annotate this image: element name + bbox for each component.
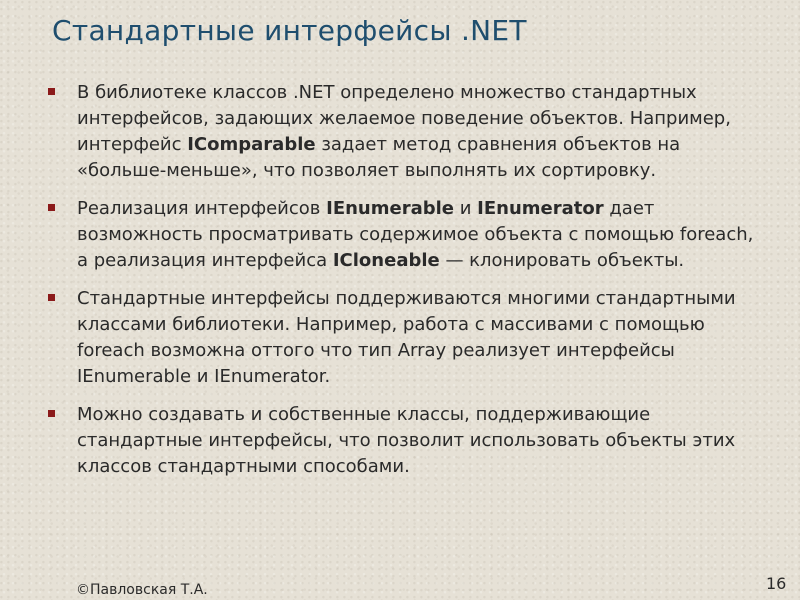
copyright: ©Павловская Т.А. (76, 582, 208, 598)
list-item (48, 80, 768, 184)
bullet-text: Реализация интерфейсов IEnumerable и IEnumerator дает возможность просматривать содержимое объекта с помощью foreach, а реализация интерфейса ICloneable — клонировать объекты. (77, 198, 754, 271)
bullet-text: В библиотеке классов .NET определено множество стандартных интерфейсов, задающих желаемое поведение объектов. Например, интерфейс IComparable задает метод сравнения объектов на «больше-меньше», что позволяет выполнять их сортировку. (77, 82, 731, 181)
bullet-text: Можно создавать и собственные классы, поддерживающие стандартные интерфейсы, что позволит использовать объекты этих классов стандартными способами. (77, 404, 736, 477)
interface-name-bold: IEnumerable (326, 198, 454, 219)
bullet-square-icon (48, 410, 55, 417)
bullet-square-icon (48, 204, 55, 211)
bullet-text: Стандартные интерфейсы поддерживаются многими стандартными классами библиотеки. Например, работа с массивами с помощью foreach возможна оттого что тип Array реализует интерфейсы IEnumerable и IEnumerator. (77, 288, 736, 387)
page-number: 16 (766, 574, 787, 593)
list-item (48, 196, 768, 274)
bullet-square-icon (48, 88, 55, 95)
bullet-square-icon (48, 294, 55, 301)
list-item (48, 286, 768, 390)
interface-name-bold: ICloneable (332, 250, 440, 271)
list-item (48, 402, 768, 480)
interface-name-bold: IComparable (187, 134, 316, 155)
interface-name-bold: IEnumerator (477, 198, 604, 219)
bullet-list (48, 80, 768, 492)
slide-title: Стандартные интерфейсы .NET (52, 14, 527, 47)
